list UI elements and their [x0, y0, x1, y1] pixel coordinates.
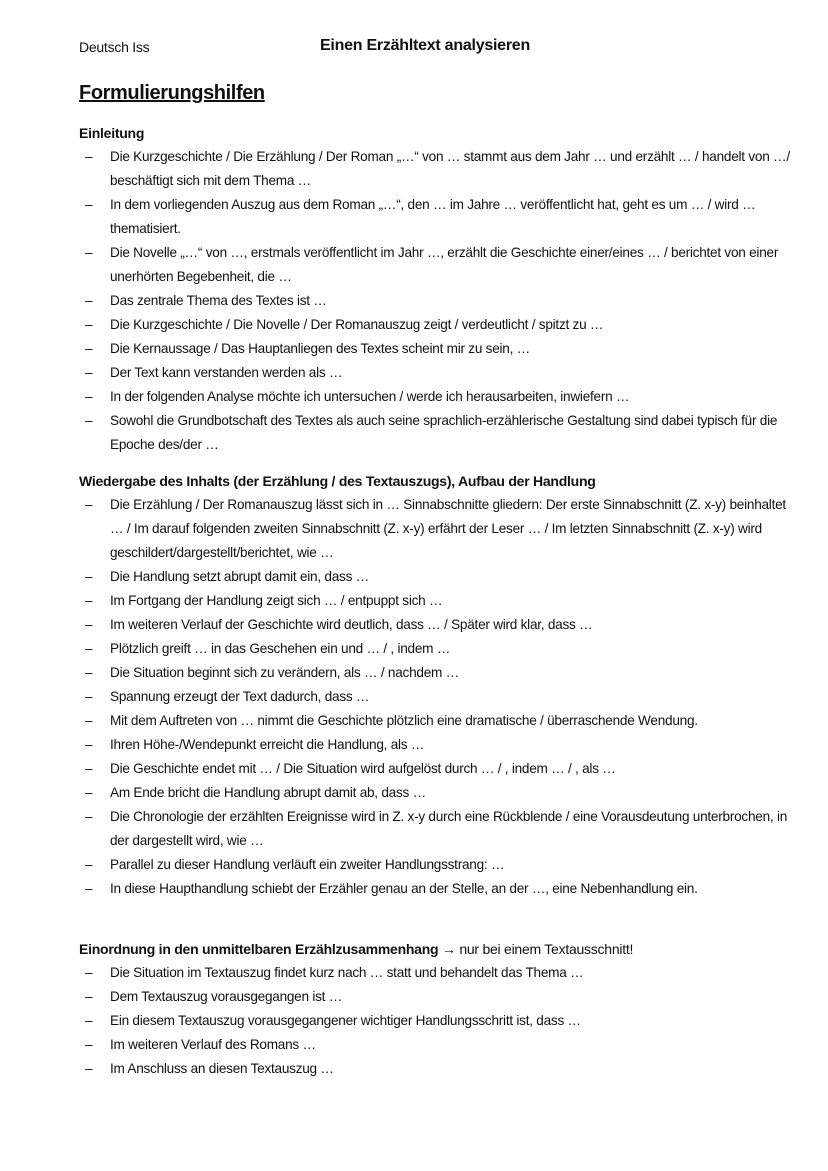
list-item-text: Im weiteren Verlauf der Geschichte wird deutlich, dass … / Später wird klar, dass …: [110, 617, 593, 632]
list-item: [79, 337, 791, 361]
dash-bullet-icon: –: [85, 965, 93, 980]
list-item-text: Die Kurzgeschichte / Die Erzählung / Der Roman „…“ von … stammt aus dem Jahr … und erzählt … / handelt von …/ beschäftigt sich mit dem Thema …: [110, 149, 790, 188]
list-item-text: Am Ende bricht die Handlung abrupt damit ab, dass …: [110, 785, 426, 800]
course-label: Deutsch Iss: [79, 39, 150, 55]
dash-bullet-icon: –: [85, 341, 93, 356]
list-item: [79, 565, 791, 589]
section-einordnung: [79, 937, 791, 1081]
dash-bullet-icon: –: [85, 317, 93, 332]
list-item-text: Die Situation beginnt sich zu verändern, als … / nachdem …: [110, 665, 459, 680]
list-item-text: In der folgenden Analyse möchte ich untersuchen / werde ich herausarbeiten, inwiefern …: [110, 389, 630, 404]
dash-bullet-icon: –: [85, 245, 93, 260]
dash-bullet-icon: –: [85, 569, 93, 584]
list-item: [79, 757, 791, 781]
list-item: [79, 493, 791, 565]
list-item-text: Parallel zu dieser Handlung verläuft ein zweiter Handlungsstrang: …: [110, 857, 505, 872]
dash-bullet-icon: –: [85, 809, 93, 824]
list-item: [79, 361, 791, 385]
dash-bullet-icon: –: [85, 149, 93, 164]
list-item: [79, 385, 791, 409]
list-item-text: Die Erzählung / Der Romanauszug lässt sich in … Sinnabschnitte gliedern: Der erste Sinnabschnitt (Z. x-y) beinhaltet … / Im darauf folgenden zweiten Sinnabschnitt (Z. x-y) erfährt der Leser … / Im letzten Sinnabschnitt (Z. x-y) wird geschildert/dargestellt/berichtet, wie …: [110, 497, 786, 560]
list-item: [79, 289, 791, 313]
list-item: [79, 193, 791, 241]
list-item: [79, 1009, 791, 1033]
list-item-text: Ein diesem Textauszug vorausgegangener wichtiger Handlungsschritt ist, dass …: [110, 1013, 581, 1028]
list-item-text: Plötzlich greift … in das Geschehen ein und … / , indem …: [110, 641, 451, 656]
dash-bullet-icon: –: [85, 1061, 93, 1076]
list-item-text: Die Kernaussage / Das Hauptanliegen des Textes scheint mir zu sein, …: [110, 341, 530, 356]
section-heading-text: Einordnung in den unmittelbaren Erzählzusammenhang: [79, 941, 439, 957]
dash-bullet-icon: –: [85, 1013, 93, 1028]
dash-bullet-icon: –: [85, 641, 93, 656]
list-item-text: Das zentrale Thema des Textes ist …: [110, 293, 327, 308]
arrow-right-icon: →: [441, 941, 456, 957]
phrase-list: [79, 145, 791, 457]
dash-bullet-icon: –: [85, 689, 93, 704]
dash-bullet-icon: –: [85, 881, 93, 896]
dash-bullet-icon: –: [85, 737, 93, 752]
list-item: [79, 661, 791, 685]
list-item-text: Die Novelle „…“ von …, erstmals veröffentlicht im Jahr …, erzählt die Geschichte einer/eines … / berichtet von einer unerhörten Begebenheit, die …: [110, 245, 779, 284]
list-item: [79, 733, 791, 757]
dash-bullet-icon: –: [85, 293, 93, 308]
dash-bullet-icon: –: [85, 1037, 93, 1052]
list-item-text: In diese Haupthandlung schiebt der Erzähler genau an der Stelle, an der …, eine Nebenhandlung ein.: [110, 881, 698, 896]
dash-bullet-icon: –: [85, 497, 93, 512]
dash-bullet-icon: –: [85, 785, 93, 800]
section-note: nur bei einem Textausschnitt!: [459, 941, 634, 957]
list-item: [79, 1057, 791, 1081]
list-item: [79, 685, 791, 709]
section-inhalt: [79, 469, 791, 901]
list-item-text: In dem vorliegenden Auszug aus dem Roman „…“, den … im Jahre … veröffentlicht hat, geht es um … / wird … thematisiert.: [110, 197, 756, 236]
list-item: [79, 985, 791, 1009]
section-heading: Einleitung: [79, 125, 145, 141]
dash-bullet-icon: –: [85, 665, 93, 680]
phrase-list: [79, 961, 791, 1081]
document-title: Einen Erzähltext analysieren: [320, 37, 530, 54]
dash-bullet-icon: –: [85, 593, 93, 608]
dash-bullet-icon: –: [85, 389, 93, 404]
list-item-text: Spannung erzeugt der Text dadurch, dass …: [110, 689, 370, 704]
section-einleitung: [79, 121, 791, 457]
list-item-text: Der Text kann verstanden werden als …: [110, 365, 343, 380]
list-item: [79, 877, 791, 901]
list-item-text: Die Geschichte endet mit … / Die Situation wird aufgelöst durch … / , indem … / , als …: [110, 761, 616, 776]
dash-bullet-icon: –: [85, 989, 93, 1004]
list-item-text: Dem Textauszug vorausgegangen ist …: [110, 989, 343, 1004]
list-item: [79, 709, 791, 733]
dash-bullet-icon: –: [85, 197, 93, 212]
dash-bullet-icon: –: [85, 365, 93, 380]
list-item-text: Die Kurzgeschichte / Die Novelle / Der Romanauszug zeigt / verdeutlicht / spitzt zu …: [110, 317, 604, 332]
list-item: [79, 961, 791, 985]
section-heading: Wiedergabe des Inhalts (der Erzählung / des Textauszugs), Aufbau der Handlung: [79, 473, 596, 489]
list-item-text: Im Anschluss an diesen Textauszug …: [110, 1061, 334, 1076]
main-heading: Formulierungshilfen: [79, 82, 265, 104]
list-item: [79, 1033, 791, 1057]
list-item-text: Im Fortgang der Handlung zeigt sich … / entpuppt sich …: [110, 593, 443, 608]
list-item: [79, 613, 791, 637]
list-item-text: Mit dem Auftreten von … nimmt die Geschichte plötzlich eine dramatische / überraschende Wendung.: [110, 713, 698, 728]
list-item: [79, 145, 791, 193]
list-item-text: Die Handlung setzt abrupt damit ein, dass …: [110, 569, 370, 584]
list-item: [79, 781, 791, 805]
list-item-text: Die Chronologie der erzählten Ereignisse wird in Z. x-y durch eine Rückblende / eine Vorausdeutung unterbrochen, in der dargestellt wird, wie …: [110, 809, 788, 848]
phrase-list: [79, 493, 791, 901]
dash-bullet-icon: –: [85, 713, 93, 728]
list-item: [79, 313, 791, 337]
list-item-text: Sowohl die Grundbotschaft des Textes als auch seine sprachlich-erzählerische Gestaltung sind dabei typisch für die Epoche des/der …: [110, 413, 778, 452]
list-item-text: Die Situation im Textauszug findet kurz nach … statt und behandelt das Thema …: [110, 965, 584, 980]
dash-bullet-icon: –: [85, 413, 93, 428]
list-item: [79, 637, 791, 661]
dash-bullet-icon: –: [85, 857, 93, 872]
list-item: [79, 409, 791, 457]
list-item-text: Ihren Höhe-/Wendepunkt erreicht die Handlung, als …: [110, 737, 425, 752]
dash-bullet-icon: –: [85, 761, 93, 776]
list-item: [79, 241, 791, 289]
section-heading: [79, 937, 791, 961]
list-item: [79, 589, 791, 613]
list-item: [79, 805, 791, 853]
dash-bullet-icon: –: [85, 617, 93, 632]
list-item: [79, 853, 791, 877]
list-item-text: Im weiteren Verlauf des Romans …: [110, 1037, 316, 1052]
